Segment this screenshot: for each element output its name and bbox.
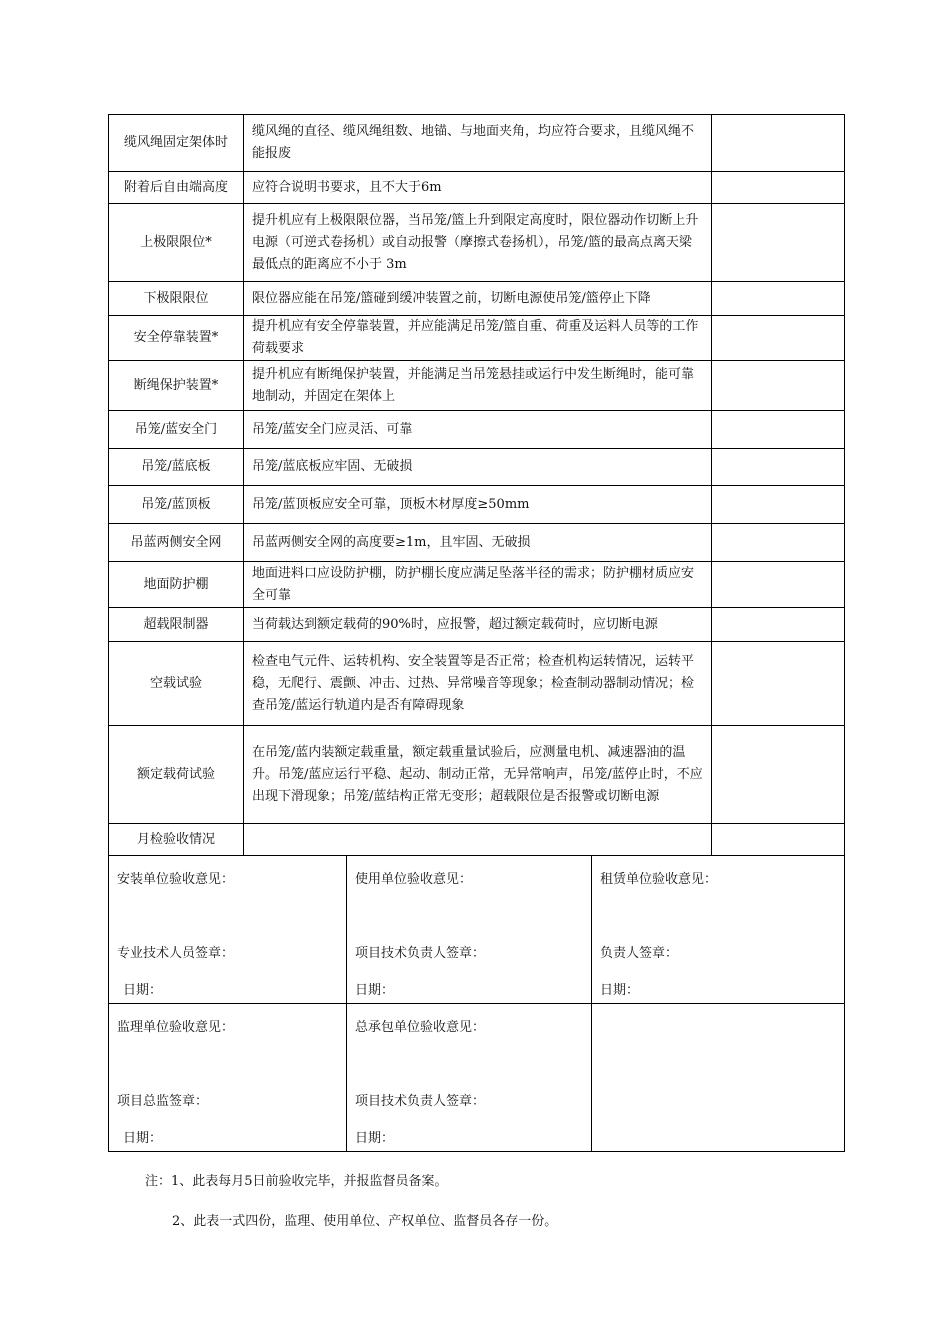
- inspection-result-cell[interactable]: [712, 642, 845, 726]
- inspection-result-cell[interactable]: [712, 361, 845, 411]
- inspection-row: [109, 361, 845, 411]
- inspection-result-cell[interactable]: [712, 115, 845, 172]
- inspection-row: [109, 608, 845, 642]
- inspection-requirement: 提升机应有断绳保护装置，并能满足当吊笼悬挂或运行中发生断绳时，能可靠地制动，并固定在架体上: [244, 361, 712, 411]
- inspection-requirement: 吊蓝两侧安全网的高度要≥1m，且牢固、无破损: [244, 524, 712, 562]
- lessor-opinion-label: 租赁单位验收意见：: [600, 872, 718, 887]
- install-signer-label: 专业技术人员签章：: [117, 946, 235, 961]
- supervisor-sign-block[interactable]: [109, 1004, 347, 1152]
- inspection-result-cell[interactable]: [712, 524, 845, 562]
- inspection-item-label: 地面防护棚: [109, 562, 244, 608]
- inspection-requirement: 吊笼/蓝底板应牢固、无破损: [244, 449, 712, 486]
- inspection-result-cell[interactable]: [712, 316, 845, 361]
- inspection-item-label: 断绳保护装置*: [109, 361, 244, 411]
- install-sign-block[interactable]: [109, 856, 347, 1004]
- inspection-requirement: 吊笼/蓝安全门应灵活、可靠: [244, 411, 712, 449]
- inspection-item-label: 安全停靠装置*: [109, 316, 244, 361]
- monthly-check-row: [109, 824, 845, 856]
- contractor-opinion-label: 总承包单位验收意见：: [355, 1020, 486, 1035]
- inspection-item-label: 缆风绳固定架体时: [109, 115, 244, 172]
- supervisor-opinion-label: 监理单位验收意见：: [117, 1020, 235, 1035]
- install-opinion-label: 安装单位验收意见：: [117, 872, 235, 887]
- monthly-check-result[interactable]: [712, 824, 845, 856]
- sign-row-1: [109, 856, 845, 1004]
- note-2: 2、此表一式四份，监理、使用单位、产权单位、监督员各存一份。: [172, 1214, 558, 1229]
- lessor-sign-block[interactable]: [592, 856, 845, 1004]
- inspection-form: [108, 114, 844, 1152]
- inspection-result-cell[interactable]: [712, 204, 845, 282]
- monthly-check-value[interactable]: [244, 824, 712, 856]
- user-date-label: 日期：: [355, 983, 395, 998]
- lessor-signer-label: 负责人签章：: [600, 946, 679, 961]
- empty-sign-block: [592, 1004, 845, 1152]
- inspection-row: [109, 282, 845, 316]
- inspection-row: [109, 411, 845, 449]
- install-date-label: 日期：: [123, 983, 163, 998]
- inspection-result-cell[interactable]: [712, 726, 845, 824]
- inspection-requirement: 提升机应有安全停靠装置，并应能满足吊笼/篮自重、荷重及运料人员等的工作荷载要求: [244, 316, 712, 361]
- lessor-date-label: 日期：: [600, 983, 640, 998]
- inspection-requirement: 缆风绳的直径、缆风绳组数、地锚、与地面夹角，均应符合要求，且缆风绳不能报废: [244, 115, 712, 172]
- inspection-row: [109, 524, 845, 562]
- inspection-item-label: 吊蓝两侧安全网: [109, 524, 244, 562]
- inspection-item-label: 上极限限位*: [109, 204, 244, 282]
- inspection-requirement: 限位器应能在吊笼/篮碰到缓冲装置之前，切断电源使吊笼/篮停止下降: [244, 282, 712, 316]
- inspection-table: [108, 114, 845, 1152]
- inspection-row: [109, 204, 845, 282]
- contractor-signer-label: 项目技术负责人签章：: [355, 1094, 486, 1109]
- user-signer-label: 项目技术负责人签章：: [355, 946, 486, 961]
- contractor-date-label: 日期：: [355, 1131, 395, 1146]
- inspection-result-cell[interactable]: [712, 172, 845, 204]
- inspection-row: [109, 316, 845, 361]
- inspection-item-label: 吊笼/蓝安全门: [109, 411, 244, 449]
- inspection-item-label: 额定载荷试验: [109, 726, 244, 824]
- inspection-result-cell[interactable]: [712, 486, 845, 524]
- inspection-requirement: 检查电气元件、运转机构、安全装置等是否正常；检查机构运转情况，运转平稳，无爬行、震颤、冲击、过热、异常噪音等现象；检查制动器制动情况；检查吊笼/蓝运行轨道内是否有障碍现象: [244, 642, 712, 726]
- contractor-sign-block[interactable]: [347, 1004, 592, 1152]
- note-1: 注：1、此表每月5日前验收完毕，并报监督员备案。: [145, 1174, 448, 1189]
- user-sign-block[interactable]: [347, 856, 592, 1004]
- inspection-row: [109, 562, 845, 608]
- inspection-requirement: 在吊笼/蓝内装额定载重量，额定载重量试验后，应测量电机、减速器油的温升。吊笼/蓝应运行平稳、起动、制动正常，无异常响声，吊笼/蓝停止时，不应出现下滑现象；吊笼/蓝结构正常无变形；超载限位是否报警或切断电源: [244, 726, 712, 824]
- supervisor-signer-label: 项目总监签章：: [117, 1094, 209, 1109]
- inspection-requirement: 当荷载达到额定载荷的90%时，应报警，超过额定载荷时，应切断电源: [244, 608, 712, 642]
- inspection-row: [109, 172, 845, 204]
- user-opinion-label: 使用单位验收意见：: [355, 872, 473, 887]
- inspection-row: [109, 115, 845, 172]
- inspection-result-cell[interactable]: [712, 608, 845, 642]
- inspection-item-label: 超载限制器: [109, 608, 244, 642]
- inspection-row: [109, 486, 845, 524]
- inspection-requirement: 提升机应有上极限限位器，当吊笼/篮上升到限定高度时，限位器动作切断上升电源（可逆式卷扬机）或自动报警（摩擦式卷扬机），吊笼/篮的最高点离天梁最低点的距离应不小于 3m: [244, 204, 712, 282]
- inspection-result-cell[interactable]: [712, 411, 845, 449]
- inspection-item-label: 吊笼/蓝顶板: [109, 486, 244, 524]
- inspection-result-cell[interactable]: [712, 562, 845, 608]
- inspection-result-cell[interactable]: [712, 282, 845, 316]
- sign-row-2: [109, 1004, 845, 1152]
- inspection-item-label: 空载试验: [109, 642, 244, 726]
- inspection-item-label: 下极限限位: [109, 282, 244, 316]
- inspection-row: [109, 642, 845, 726]
- supervisor-date-label: 日期：: [123, 1131, 163, 1146]
- inspection-row: [109, 449, 845, 486]
- inspection-requirement: 吊笼/蓝顶板应安全可靠，顶板木材厚度≥50mm: [244, 486, 712, 524]
- inspection-requirement: 应符合说明书要求，且不大于6m: [244, 172, 712, 204]
- inspection-item-label: 吊笼/蓝底板: [109, 449, 244, 486]
- monthly-check-label: 月检验收情况: [109, 824, 244, 856]
- inspection-row: [109, 726, 845, 824]
- inspection-result-cell[interactable]: [712, 449, 845, 486]
- inspection-requirement: 地面进料口应设防护棚，防护棚长度应满足坠落半径的需求；防护棚材质应安全可靠: [244, 562, 712, 608]
- inspection-item-label: 附着后自由端高度: [109, 172, 244, 204]
